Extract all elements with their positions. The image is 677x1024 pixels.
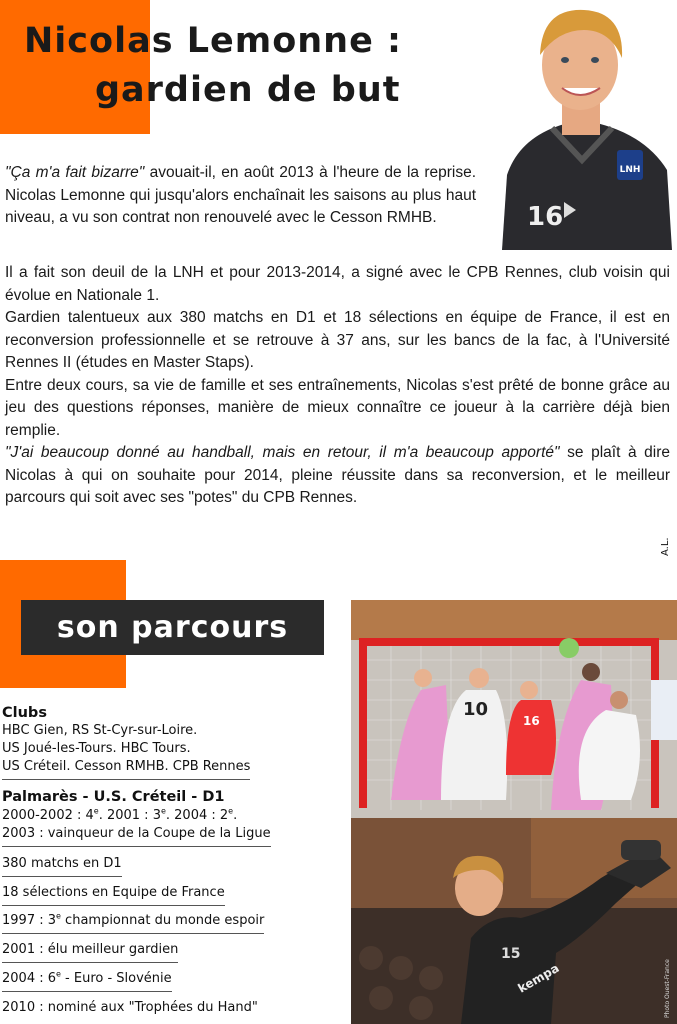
closing-quote: "J'ai beaucoup donné au handball, mais en retour, il m'a beaucoup apporté" [5,444,560,461]
author-signature: A.L. [660,537,671,556]
photo-credit: Photo Ouest-France [664,959,671,1018]
portrait-photo [492,0,677,250]
palmares-line-1: 2000-2002 : 4e. 2001 : 3e. 2004 : 2e. [2,806,238,823]
portrait-illustration [492,0,677,250]
action-photo-bottom [351,818,677,1024]
palmares-heading: Palmarès - U.S. Créteil - D1 [2,789,225,805]
action-jersey-number: 10 [463,699,489,720]
matches-item: 380 matchs en D1 [2,856,122,877]
palmares-line-2: 2003 : vainqueur de la Coupe de la Ligue [2,826,271,847]
action-photo-top [351,600,677,818]
article-paragraph-1: "Ça m'a fait bizarre" avouait-il, en août 2013 à l'heure de la reprise. Nicolas Lemonne qui jusqu'alors enchaînait les saisons au plus haut niveau, a vu son contrat non renouvelé avec le Cesson RMHB. [5,164,476,226]
article-paragraph-2: Il a fait son deuil de la LNH et pour 2013-2014, a signé avec le CPB Rennes, club voisin qui évolue en Nationale 1. [5,264,670,304]
action-photo-bottom-illustration [351,818,677,1024]
action-jersey-number-2: 16 [523,714,540,728]
article-paragraph-4: Entre deux cours, sa vie de famille et ses entraînements, Nicolas s'est prêté de bonne grâce au jeu des questions réponses, manière de mieux connaître ce joueur à la carrière déjà bien remplie. [5,376,670,439]
section-title: son parcours [56,610,289,645]
portrait-badge-text: LNH [619,165,641,175]
action2-sponsor: kempa [515,960,562,996]
year-2004-item: 2004 : 6e - Euro - Slovénie [2,971,172,992]
opening-quote: "Ça m'a fait bizarre" [5,164,145,181]
portrait-jersey-number: 16 [527,202,564,232]
clubs-line-3: US Créteil. Cesson RMHB. CPB Rennes [2,759,250,780]
article-paragraph-3: Gardien talentueux aux 380 matchs en D1 et 18 sélections en équipe de France, il est en reconversion professionnelle et se retrouve à 37 ans, sur les bancs de la fac, à l'Université Rennes II (études en Master Staps). [5,309,670,371]
article-paragraph-5: "J'ai beaucoup donné au handball, mais en retour, il m'a beaucoup apporté" se plaît à dire Nicolas à qui on souhaite pour 2014, pleine réussite dans sa reconversion, et le meilleur parcours qui soit avec ses "potes" du CPB Rennes. [5,444,671,506]
year-2001-item: 2001 : élu meilleur gardien [2,942,178,963]
clubs-heading: Clubs [2,705,47,721]
clubs-line-2: US Joué-les-Tours. HBC Tours. [2,741,191,756]
article-body-block [5,262,670,510]
action-photo-top-illustration [351,600,677,818]
page-title-line2: gardien de but [95,70,401,110]
article-intro-block [5,162,476,230]
clubs-line-1: HBC Gien, RS St-Cyr-sur-Loire. [2,723,198,738]
year-1997-item: 1997 : 3e championnat du monde espoir [2,913,264,934]
page-title-line1: Nicolas Lemonne : [24,21,403,61]
selections-item: 18 sélections en Equipe de France [2,885,225,906]
year-2010-item: 2010 : nominé aux "Trophées du Hand" [2,1000,258,1015]
action2-jersey-number: 15 [501,946,521,962]
